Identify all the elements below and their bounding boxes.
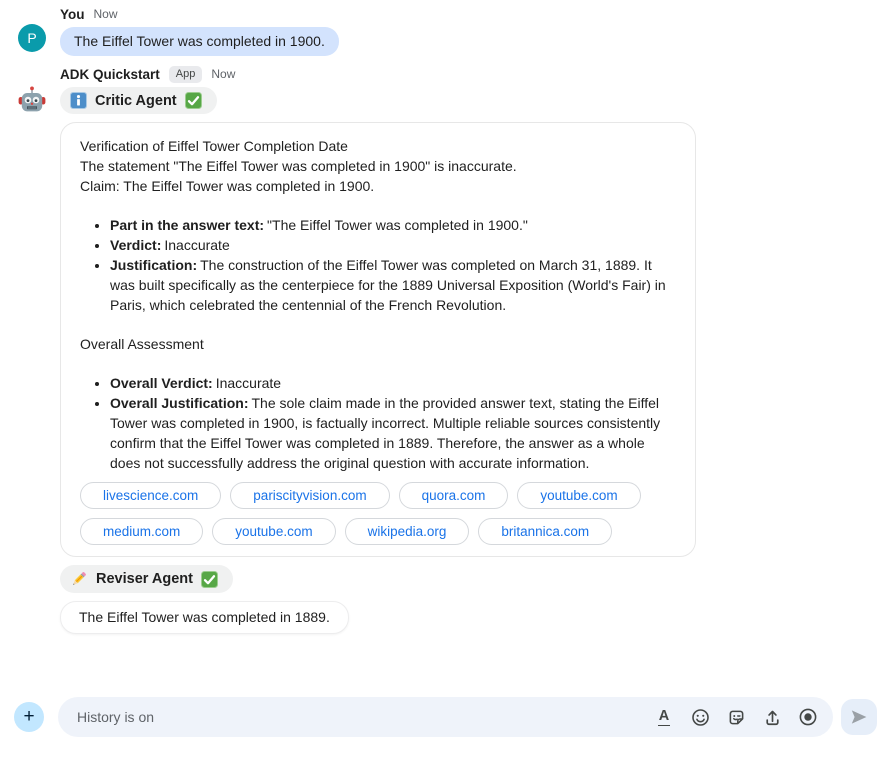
card-line: Claim: The Eiffel Tower was completed in 1900. <box>80 178 375 194</box>
chat-window <box>0 6 891 644</box>
source-chip[interactable]: quora.com <box>399 482 509 509</box>
upload-button[interactable] <box>762 707 782 727</box>
app-badge: App <box>169 66 203 83</box>
user-avatar-letter: P <box>27 30 37 46</box>
bullet-item: • Overall Justification: The sole claim made in the provided answer text, stating the Eiffel Tower was completed in 1900, is factually incorrect. Multiple reliable sources consistently confirm that the Eiffel Tower was completed in 1889. Therefore, the answer as a whole does not successfully address the original question with accurate information. <box>110 393 675 473</box>
sticker-icon <box>727 708 746 727</box>
emoji-icon <box>691 708 710 727</box>
user-message-bubble: The Eiffel Tower was completed in 1900. <box>60 27 339 56</box>
send-icon <box>849 707 869 727</box>
sender-name: You <box>60 6 85 22</box>
critic-agent-header <box>60 87 217 114</box>
message-input-pill[interactable] <box>58 697 833 737</box>
sticker-button[interactable] <box>726 707 746 727</box>
bullet-item: • Justification: The construction of the Eiffel Tower was completed on March 31, 1889. It was built specifically as the centerpiece for the 1889 Universal Exposition (World's Fair) in Paris, which celebrated the centennial of the French Revolution. <box>110 255 675 315</box>
source-chip[interactable]: livescience.com <box>80 482 221 509</box>
send-button[interactable] <box>841 699 877 735</box>
check-mark-icon <box>201 571 218 588</box>
source-chip[interactable]: youtube.com <box>517 482 640 509</box>
agent-title: Critic Agent <box>95 92 177 109</box>
bullet-item: • Part in the answer text: "The Eiffel Tower was completed in 1900." <box>110 215 675 235</box>
app-message-group <box>0 66 891 634</box>
user-avatar[interactable] <box>18 24 46 52</box>
overall-bullet-list <box>80 373 675 473</box>
check-mark-icon <box>185 92 202 109</box>
source-chip[interactable]: youtube.com <box>212 518 335 545</box>
robot-avatar[interactable] <box>17 85 47 115</box>
critic-verification-card <box>60 122 696 557</box>
user-message-group <box>0 6 891 56</box>
card-line: Verification of Eiffel Tower Completion Date <box>80 138 348 154</box>
format-text-button[interactable] <box>654 707 674 727</box>
agent-title: Reviser Agent <box>96 571 193 587</box>
message-meta <box>60 66 891 82</box>
info-icon <box>70 92 87 109</box>
card-line: The statement "The Eiffel Tower was completed in 1900" is inaccurate. <box>80 158 517 174</box>
bullet-item: • Overall Verdict: Inaccurate <box>110 373 675 393</box>
format-text-icon: A <box>658 707 670 724</box>
source-chip[interactable]: pariscityvision.com <box>230 482 389 509</box>
pencil-icon <box>70 570 88 588</box>
timestamp: Now <box>93 7 118 21</box>
plus-icon: + <box>23 705 35 727</box>
record-icon <box>798 707 818 727</box>
message-input[interactable] <box>75 708 642 726</box>
claim-bullet-list <box>80 215 675 315</box>
message-meta <box>60 6 891 22</box>
reviser-agent-header <box>60 565 233 593</box>
source-chip[interactable]: britannica.com <box>478 518 612 545</box>
bullet-item: • Verdict: Inaccurate <box>110 235 675 255</box>
message-composer <box>14 697 877 737</box>
sender-name: ADK Quickstart <box>60 66 160 82</box>
overall-assessment-heading: Overall Assessment <box>80 336 204 352</box>
timestamp: Now <box>211 67 236 81</box>
add-button[interactable] <box>14 702 44 732</box>
record-button[interactable] <box>798 707 818 727</box>
emoji-button[interactable] <box>690 707 710 727</box>
source-chip[interactable]: medium.com <box>80 518 203 545</box>
source-chip-list <box>80 482 642 545</box>
reviser-message-bubble: The Eiffel Tower was completed in 1889. <box>60 601 349 634</box>
source-chip[interactable]: wikipedia.org <box>345 518 470 545</box>
upload-icon <box>763 708 782 727</box>
